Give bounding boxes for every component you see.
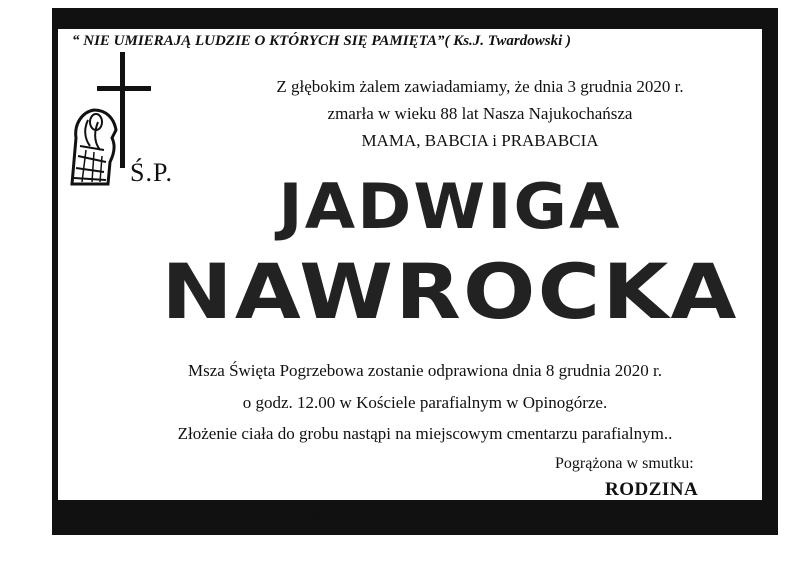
funeral-line-3: Złożenie ciała do grobu nastąpi na miejscowym cmentarzu parafialnym.. xyxy=(177,424,673,443)
mourners-name: RODZINA xyxy=(605,479,699,500)
mourners-label: Pogrążona w smutku: xyxy=(555,455,694,472)
deceased-first-name: JADWIGA xyxy=(278,170,622,243)
sp-prefix: Ś.P. xyxy=(130,158,174,187)
announcement-line-3: MAMA, BABCIA i PRABABCIA xyxy=(361,131,599,150)
printer-footer: DRUK: Z.U.P. "HADES" R. Żurawski tel. 23 672 14 88, 662 198 820 xyxy=(74,507,530,524)
funeral-line-2: o godz. 12.00 w Kościele parafialnym w Opinogórze. xyxy=(242,393,608,412)
announcement-line-1: Z głębokim żalem zawiadamiamy, że dnia 3 grudnia 2020 r. xyxy=(276,77,684,96)
motto-quote: “ NIE UMIERAJĄ LUDZIE O KTÓRYCH SIĘ PAMIĘTA”( Ks.J. Twardowski ) xyxy=(72,33,571,49)
funeral-line-1: Msza Święta Pogrzebowa zostanie odprawiona dnia 8 grudnia 2020 r. xyxy=(188,361,662,380)
deceased-last-name: NAWROCKA xyxy=(161,247,739,336)
announcement-line-2: zmarła w wieku 88 lat Nasza Najukochańsza xyxy=(327,104,633,123)
